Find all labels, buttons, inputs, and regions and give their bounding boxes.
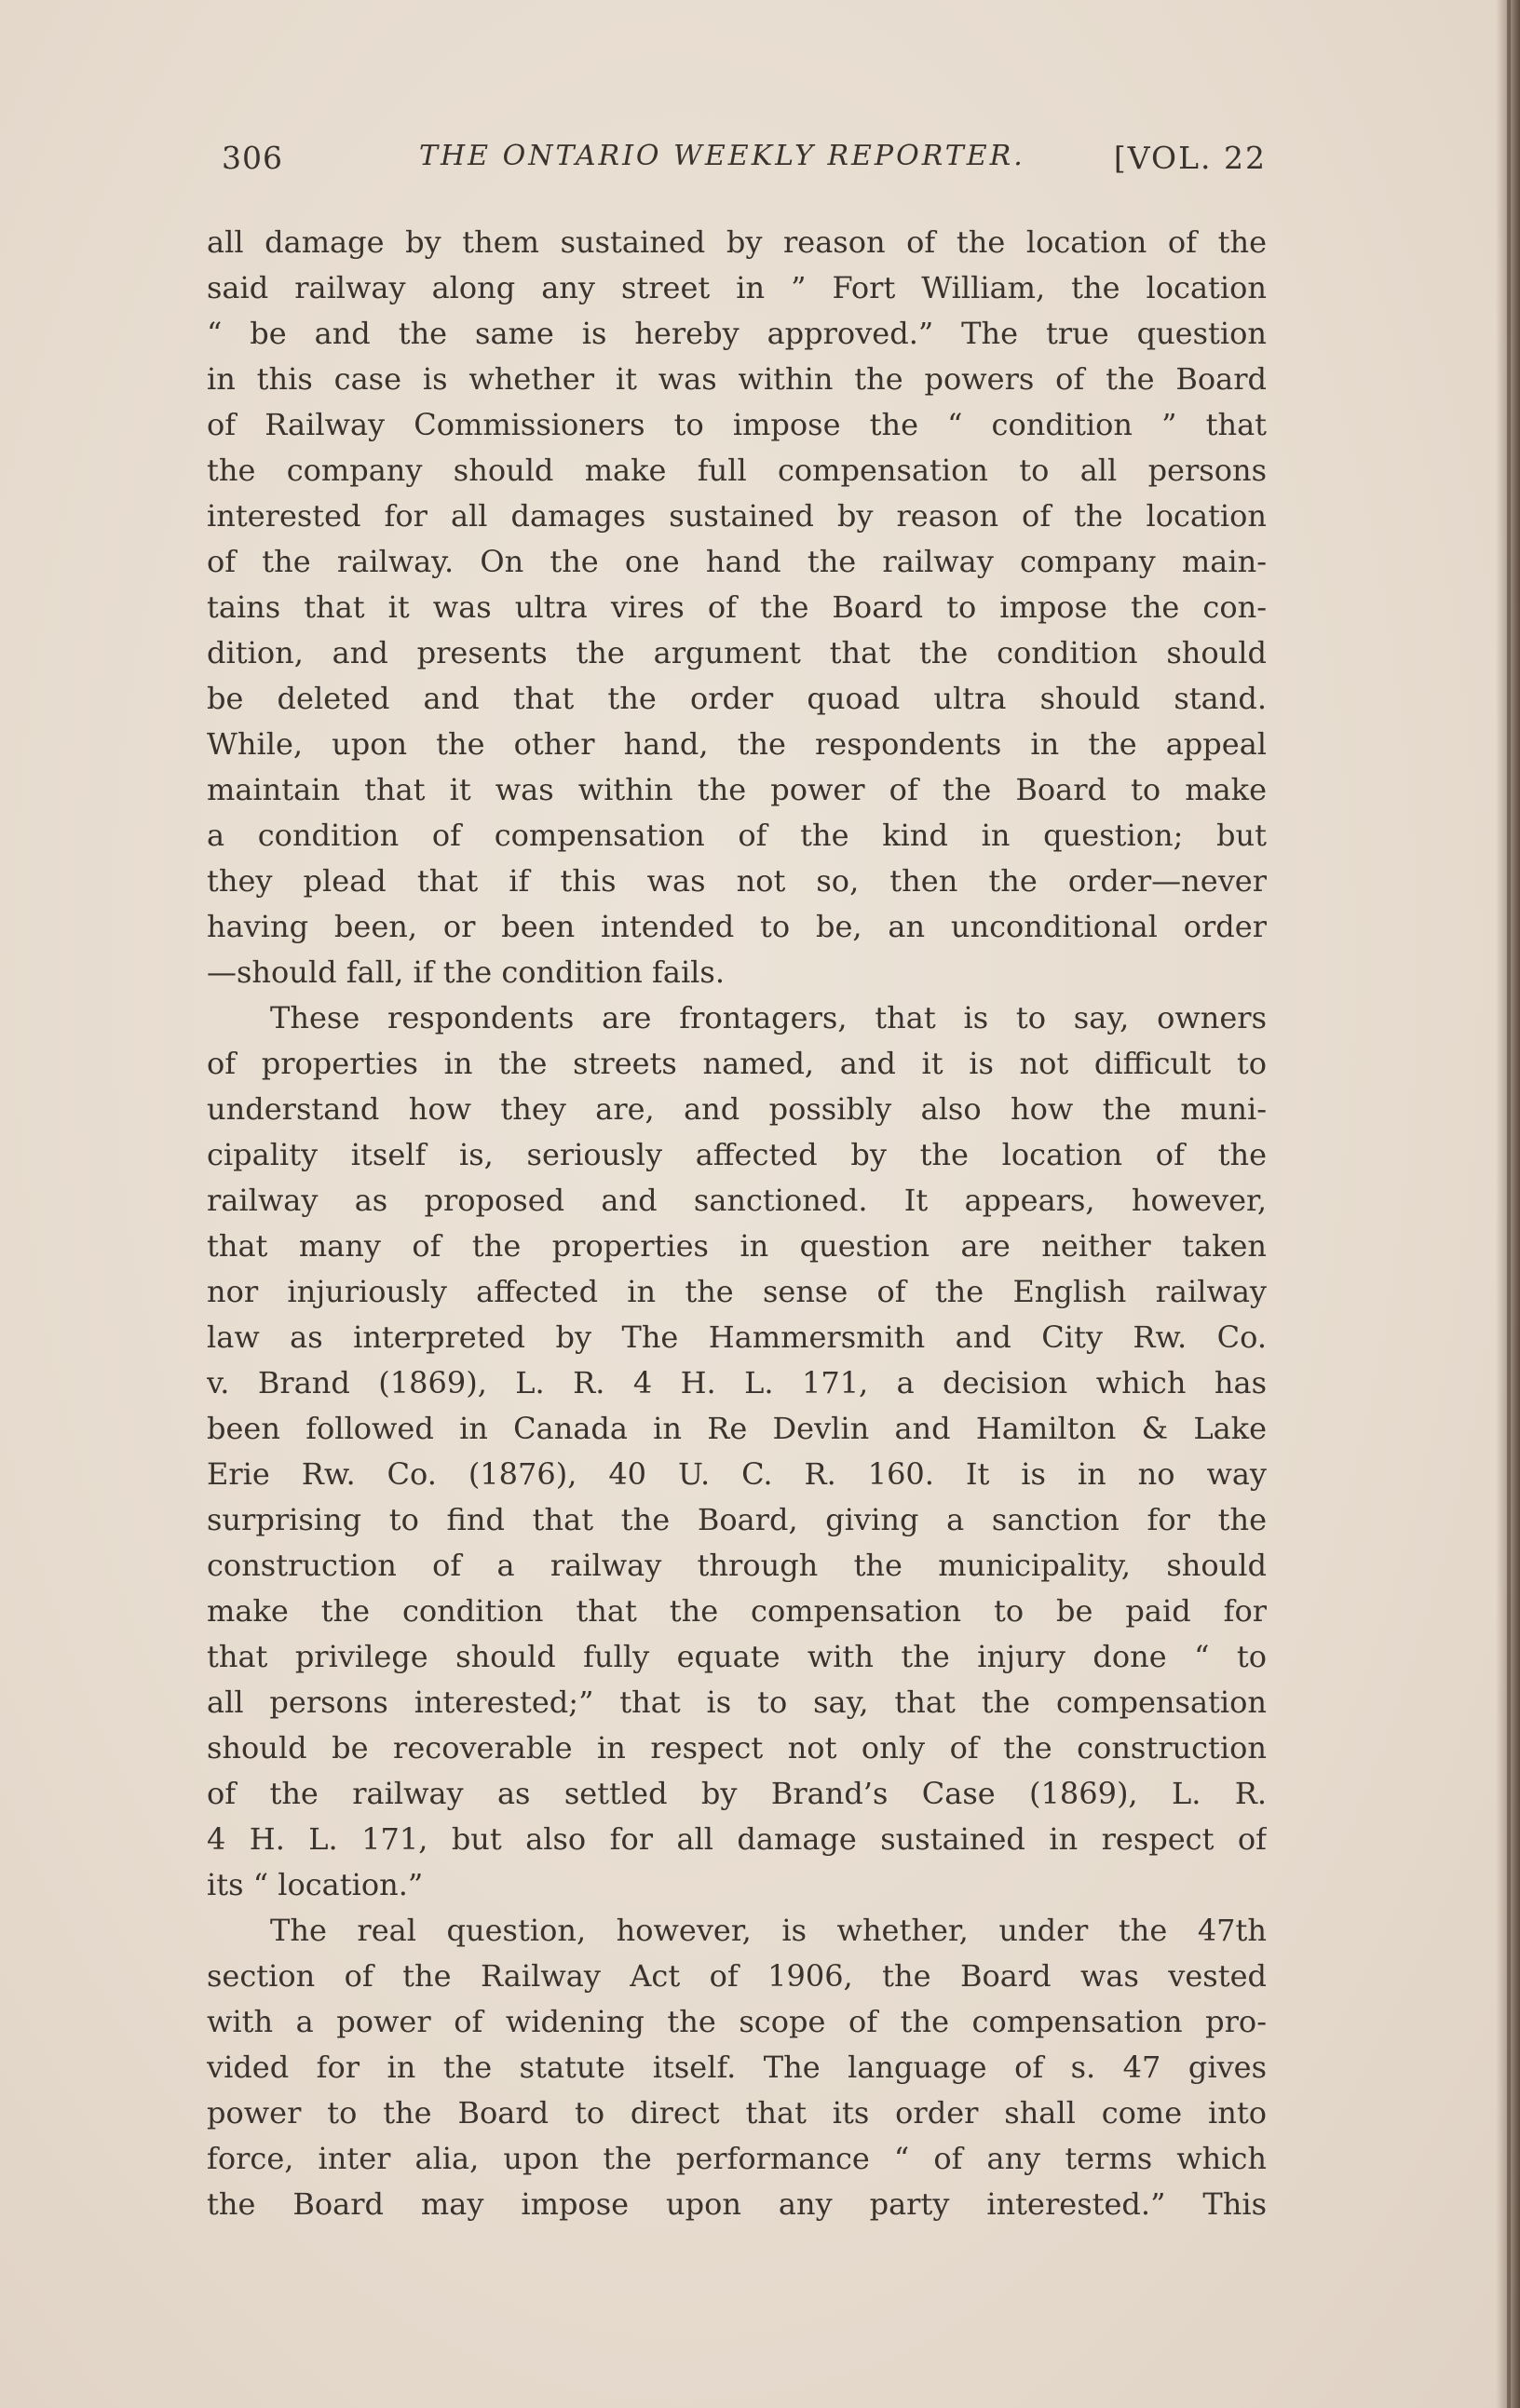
text-line: that privilege should fully equate with the injury done “ to [207,1639,1267,1674]
text-line: its “ location.” [207,1867,424,1902]
page-header [222,140,1267,186]
text-line: said railway along any street in ” Fort William, the location [207,270,1267,305]
text-line: Erie Rw. Co. (1876), 40 U. C. R. 160. It is in no way [207,1456,1267,1492]
text-line: vided for in the statute itself. The language of s. 47 gives [207,2050,1267,2085]
text-line: been followed in Canada in Re Devlin and Hamilton & Lake [207,1411,1267,1446]
text-line: a condition of compensation of the kind in question; but [207,818,1267,853]
text-line: should be recoverable in respect not only of the construction [207,1730,1267,1765]
text-line: in this case is whether it was within the powers of the Board [207,361,1267,397]
text-line: power to the Board to direct that its order shall come into [207,2095,1267,2131]
body-text [207,220,1267,2227]
volume-label: [VOL. 22 [1113,140,1267,176]
running-title: THE ONTARIO WEEKLY REPORTER. [419,140,1025,172]
text-line: dition, and presents the argument that the condition should [207,635,1267,670]
text-line: having been, or been intended to be, an unconditional order [207,909,1267,944]
text-line: all persons interested;” that is to say, that the compensation [207,1684,1267,1720]
page-number: 306 [222,140,283,176]
text-line: the company should make full compensation to all persons [207,453,1267,488]
text-line: tains that it was ultra vires of the Board to impose the con- [207,589,1267,625]
text-line: railway as proposed and sanctioned. It appears, however, [207,1183,1267,1218]
text-line: cipality itself is, seriously affected by the location of the [207,1137,1267,1172]
text-line: law as interpreted by The Hammersmith and City Rw. Co. [207,1319,1267,1355]
text-line: maintain that it was within the power of the Board to make [207,772,1267,807]
text-line: be deleted and that the order quoad ultra should stand. [207,681,1267,716]
text-line: The real question, however, is whether, under the 47th [270,1913,1267,1948]
text-line: of the railway as settled by Brand’s Case (1869), L. R. [207,1776,1267,1811]
text-line: —should fall, if the condition fails. [207,954,725,990]
text-line: all damage by them sustained by reason of the location of the [207,224,1267,260]
text-line: of Railway Commissioners to impose the “ condition ” that [207,407,1267,442]
text-line: section of the Railway Act of 1906, the Board was vested [207,1958,1267,1994]
text-line: interested for all damages sustained by reason of the location [207,498,1267,534]
text-line: understand how they are, and possibly also how the muni- [207,1091,1267,1127]
text-line: These respondents are frontagers, that is to say, owners [270,1000,1267,1035]
text-line: “ be and the same is hereby approved.” The true question [207,316,1267,351]
text-line: with a power of widening the scope of the compensation pro- [207,2004,1267,2039]
text-line: force, inter alia, upon the performance “ of any terms which [207,2141,1267,2176]
text-line: the Board may impose upon any party interested.” This [207,2186,1267,2222]
text-line: surprising to find that the Board, giving a sanction for the [207,1502,1267,1537]
text-line: 4 H. L. 171, but also for all damage sustained in respect of [207,1821,1267,1857]
text-line: make the condition that the compensation to be paid for [207,1593,1267,1629]
text-line: that many of the properties in question are neither taken [207,1228,1267,1264]
text-line: they plead that if this was not so, then the order—never [207,863,1267,899]
text-line: v. Brand (1869), L. R. 4 H. L. 171, a decision which has [207,1365,1267,1400]
page-binding-edge [1507,0,1511,2408]
text-line: While, upon the other hand, the respondents in the appeal [207,726,1267,762]
text-line: nor injuriously affected in the sense of the English railway [207,1274,1267,1309]
text-line: of properties in the streets named, and it is not difficult to [207,1046,1267,1081]
text-line: of the railway. On the one hand the railway company main- [207,544,1267,579]
text-line: construction of a railway through the municipality, should [207,1548,1267,1583]
